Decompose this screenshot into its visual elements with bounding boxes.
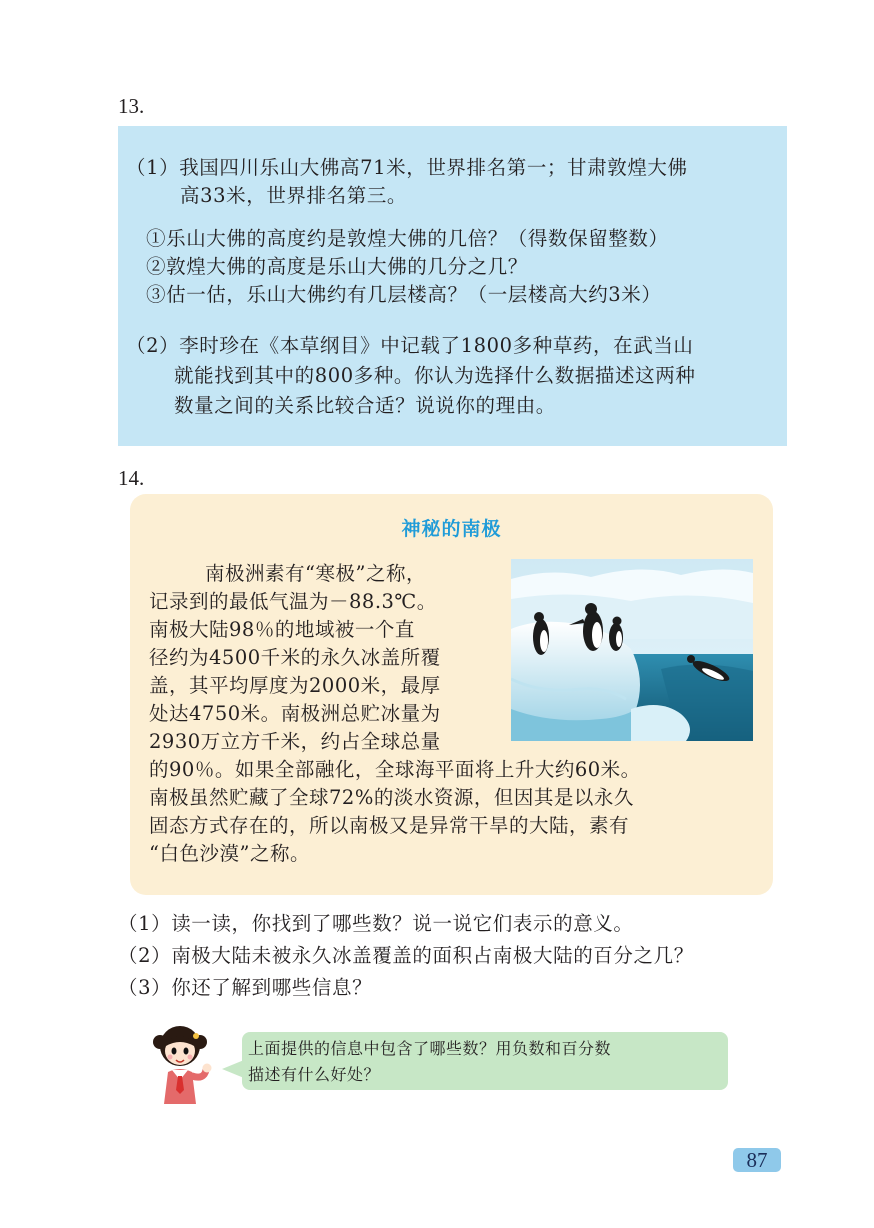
reading-title: 神秘的南极 xyxy=(401,518,502,540)
bubble-line-1: 上面提供的信息中包含了哪些数？用负数和百分数 xyxy=(248,1039,612,1058)
reading-line-6: 处达4750米。南极洲总贮冰量为 xyxy=(149,702,441,725)
reading-line-8: 的90％。如果全部融化，全球海平面将上升大约60米。 xyxy=(149,758,641,781)
speech-bubble xyxy=(242,1032,728,1090)
bubble-line-2: 描述有什么好处？ xyxy=(248,1065,381,1084)
q14-question-1: （1）读一读，你找到了哪些数？说一说它们表示的意义。 xyxy=(118,912,634,935)
q14-question-2: （2）南极大陆未被永久冰盖覆盖的面积占南极大陆的百分之几？ xyxy=(118,944,694,967)
reading-line-3: 南极大陆98％的地域被一个直 xyxy=(149,618,415,641)
q13-part1-line1: （1）我国四川乐山大佛高71米，世界排名第一；甘肃敦煌大佛 xyxy=(126,156,688,179)
question-13-number: 13. xyxy=(118,94,145,118)
q13-subquestion-3: ③估一估，乐山大佛约有几层楼高？（一层楼高大约3米） xyxy=(146,283,662,306)
reading-line-1: 南极洲素有“寒极”之称， xyxy=(205,562,426,585)
q13-part1-line2: 高33米，世界排名第三。 xyxy=(180,184,408,207)
reading-line-2: 记录到的最低气温为－88.3℃。 xyxy=(149,590,437,613)
antarctica-reading-box xyxy=(130,494,773,895)
q14-question-3: （3）你还了解到哪些信息？ xyxy=(118,976,373,999)
page-number: 87 xyxy=(733,1148,781,1172)
speech-bubble-tail xyxy=(222,1060,244,1078)
question-14-number: 14. xyxy=(118,466,145,490)
girl-character-illustration xyxy=(150,1024,220,1104)
q13-part2-line3: 数量之间的关系比较合适？说说你的理由。 xyxy=(174,394,556,417)
penguins-on-ice-photo xyxy=(511,559,753,741)
reading-line-5: 盖，其平均厚度为2000米，最厚 xyxy=(149,674,441,697)
reading-line-9: 南极虽然贮藏了全球72%的淡水资源，但因其是以永久 xyxy=(149,786,634,809)
q13-subquestion-2: ②敦煌大佛的高度是乐山大佛的几分之几？ xyxy=(146,255,528,278)
question-13-box xyxy=(118,126,787,446)
reading-line-11: “白色沙漠”之称。 xyxy=(149,842,310,865)
reading-line-10: 固态方式存在的，所以南极又是异常干旱的大陆，素有 xyxy=(149,814,630,837)
q13-part2-line1: （2）李时珍在《本草纲目》中记载了1800多种草药，在武当山 xyxy=(126,334,694,357)
q13-part2-line2: 就能找到其中的800多种。你认为选择什么数据描述这两种 xyxy=(174,364,696,387)
q13-subquestion-1: ①乐山大佛的高度约是敦煌大佛的几倍？（得数保留整数） xyxy=(146,227,669,250)
reading-line-7: 2930万立方千米，约占全球总量 xyxy=(149,730,441,753)
reading-line-4: 径约为4500千米的永久冰盖所覆 xyxy=(149,646,441,669)
